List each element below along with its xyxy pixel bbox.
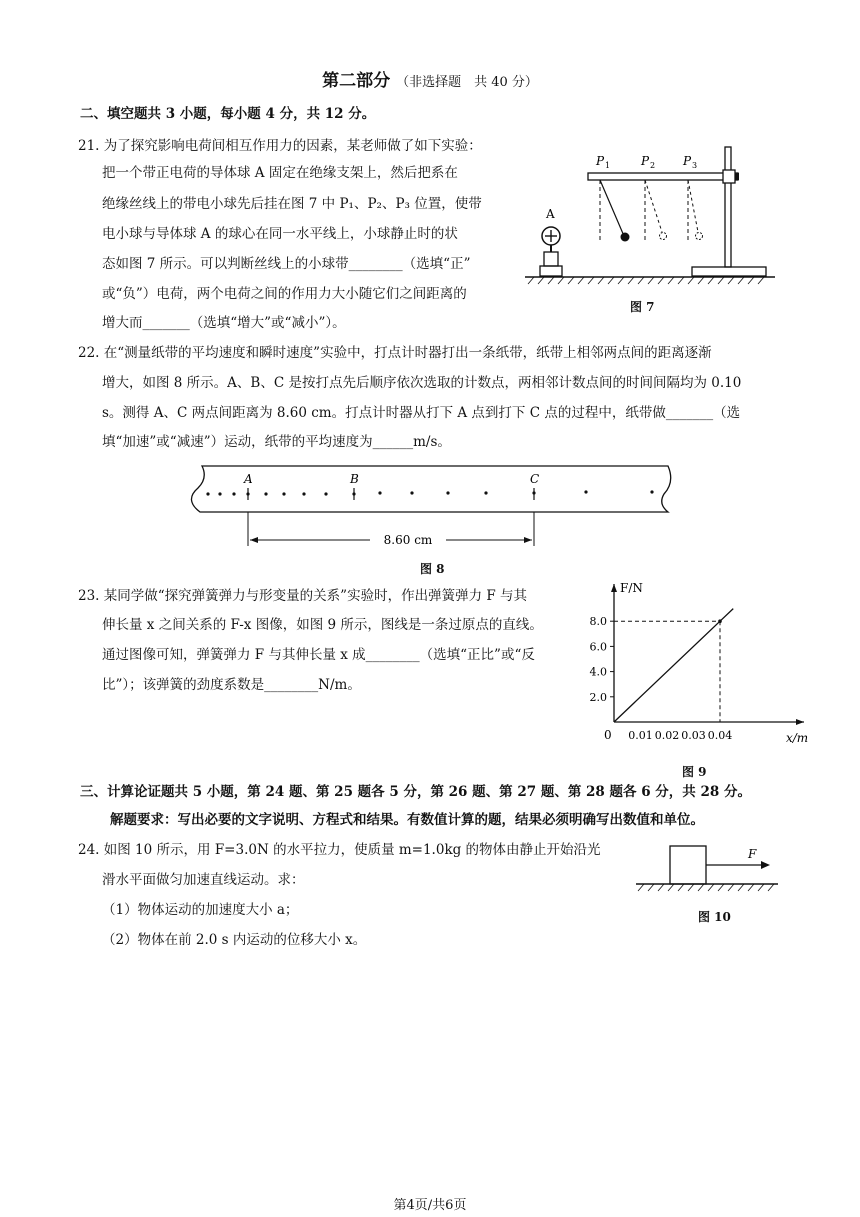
series-line (614, 609, 733, 722)
svg-text:B: B (350, 472, 359, 486)
page-number: 第4页/共6页 (393, 1198, 467, 1213)
x-axis-label: x/m (786, 731, 809, 745)
q23-line-3: 通过图像可知，弹簧弹力 F 与其伸长量 x 成________（选填“正比”或“反 (102, 647, 535, 663)
q23-line-1: 23. 某同学做“探究弹簧弹力与形变量的关系”实验时，作出弹簧弹力 F 与其 (78, 588, 528, 604)
y-tick-label: 6.0 (589, 640, 607, 654)
figure-8-caption: 图 8 (420, 562, 445, 576)
q21-line-1: 21. 为了探究影响电荷间相互作用力的因素，某老师做了如下实验： (78, 138, 482, 154)
figure-10-caption: 图 10 (698, 910, 731, 924)
q23-line-4: 比”）；该弹簧的劲度系数是________N/m。 (102, 677, 361, 693)
section3-heading: 三、计算论证题共 5 小题，第 24 题、第 25 题各 5 分，第 26 题、第 27 题、第 28 题各 6 分，共 28 分。 (80, 784, 751, 800)
part-subtitle: （非选择题 共 40 分） (396, 75, 538, 90)
data-point (718, 619, 722, 623)
section-title (0, 66, 860, 91)
svg-text:P: P (596, 154, 605, 168)
label-a: A (546, 207, 555, 221)
q24-line-2: 滑水平面做匀加速直线运动。求： (102, 872, 305, 888)
y-tick-label: 4.0 (589, 665, 607, 679)
q22-line-4: 填“加速”或“减速”）运动，纸带的平均速度为______m/s。 (102, 434, 451, 450)
svg-text:A: A (244, 472, 253, 486)
figure-10-block (632, 840, 782, 900)
q22-line-1: 22. 在“测量纸带的平均速度和瞬时速度”实验中，打点计时器打出一条纸带，纸带上相邻两点间的距离逐渐 (78, 345, 712, 361)
q22-line-2: 增大，如图 8 所示。A、B、C 是按打点先后顺序依次选取的计数点，两相邻计数点间的时间间隔均为 0.10 (102, 375, 742, 391)
q24-line-4: （2）物体在前 2.0 s 内运动的位移大小 x。 (102, 932, 367, 948)
section3-requirement: 解题要求：写出必要的文字说明、方程式和结果。有数值计算的题，结果必须明确写出数值和单位。 (110, 812, 704, 828)
q21-line-7: 增大而_______（选填“增大”或“减小”）。 (102, 315, 346, 331)
q22-line-3: s。测得 A、C 两点间距离为 8.60 cm。打点计时器从打下 A 点到打下 C 点的过程中，纸带做_______（选 (102, 405, 741, 421)
x-tick-label: 0.01 (628, 729, 653, 742)
figure-7-caption: 图 7 (630, 300, 655, 314)
svg-text:P: P (641, 154, 650, 168)
part-title: 第二部分 (322, 71, 391, 91)
svg-text:8.60 cm: 8.60 cm (383, 533, 433, 547)
q21-line-5: 态如图 7 所示。可以判断丝线上的小球带________（选填“正” (102, 256, 471, 272)
figure-9-chart (582, 576, 822, 746)
x-tick-label: 0.03 (681, 729, 706, 742)
q21-line-6: 或“负”）电荷，两个电荷之间的作用力大小随它们之间距离的 (102, 286, 467, 302)
svg-text:3: 3 (692, 161, 698, 170)
q24-line-3: （1）物体运动的加速度大小 a； (102, 902, 299, 918)
svg-text:C: C (530, 472, 540, 486)
q21-line-3: 绝缘丝线上的带电小球先后挂在图 7 中 P₁、P₂、P₃ 位置，使带 (102, 196, 482, 212)
svg-text:2: 2 (650, 161, 656, 170)
figure-9-caption: 图 9 (682, 765, 707, 779)
q21-line-4: 电小球与导体球 A 的球心在同一水平线上，小球静止时的状 (102, 226, 458, 242)
y-tick-label: 8.0 (589, 615, 607, 629)
figure-7-apparatus (520, 140, 780, 295)
q23-line-2: 伸长量 x 之间关系的 F-x 图像，如图 9 所示，图线是一条过原点的直线。 (102, 617, 543, 633)
figure-8-tape (180, 460, 680, 550)
q21-line-2: 把一个带正电荷的导体球 A 固定在绝缘支架上，然后把系在 (102, 165, 458, 181)
force-label: F (748, 847, 757, 861)
y-axis-label: F/N (620, 581, 643, 595)
svg-text:P: P (683, 154, 692, 168)
q24-line-1: 24. 如图 10 所示，用 F=3.0N 的水平拉力，使质量 m=1.0kg 的物体由静止开始沿光 (78, 842, 601, 858)
x-tick-label: 0.04 (707, 729, 733, 742)
svg-text:1: 1 (605, 161, 611, 170)
y-tick-label: 2.0 (589, 690, 607, 704)
origin-label: 0 (604, 728, 612, 742)
x-tick-label: 0.02 (654, 729, 680, 742)
section2-heading: 二、填空题共 3 小题，每小题 4 分，共 12 分。 (80, 106, 376, 122)
